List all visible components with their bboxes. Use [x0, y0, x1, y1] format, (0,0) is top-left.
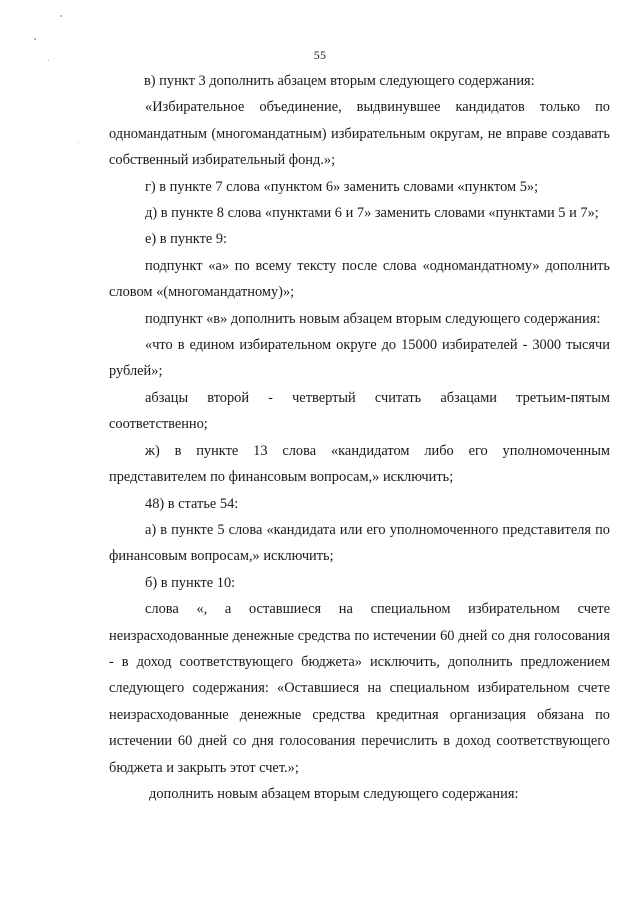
paragraph: г) в пункте 7 слова «пунктом 6» заменить словами «пунктом 5»;: [145, 178, 539, 195]
paragraph: а) в пункте 5 слова «кандидата или его уполномоченного представителя по финансовым вопросам,» исключить;: [109, 521, 610, 565]
page-number: 55: [313, 48, 327, 62]
paragraph: слова «, а оставшиеся на специальном избирательном счете неизрасходованные денежные средства по истечении 60 дней со дня голосования - в доход соответствующего бюджета» исключить, дополнить предложением следующего содержания: «Оставшиеся на специальном избирательном счете неизрасходованные денежные средства кредитная организация обязана по истечении 60 дней со дня голосования перечислить в доход соответствующего бюджета и закрыть этот счет.»;: [109, 601, 610, 776]
scan-speck: [34, 38, 36, 40]
paragraph: ж) в пункте 13 слова «кандидатом либо его уполномоченным представителем по финансовым вопросам,» исключить;: [109, 442, 610, 486]
paragraph: дополнить новым абзацем вторым следующего содержания:: [149, 785, 519, 802]
paragraph: е) в пункте 9:: [145, 231, 228, 248]
scan-speck: [78, 142, 79, 143]
paragraph: д) в пункте 8 слова «пунктами 6 и 7» заменить словами «пунктами 5 и 7»;: [145, 205, 599, 222]
paragraph: подпункт «в» дополнить новым абзацем вторым следующего содержания:: [145, 310, 601, 327]
paragraph: абзацы второй - четвертый считать абзацами третьим-пятым соответственно;: [109, 389, 610, 433]
paragraph: в) пункт 3 дополнить абзацем вторым следующего содержания:: [144, 73, 535, 89]
paragraph: подпункт «а» по всему тексту после слова «одномандатному» дополнить словом «(многомандатному)»;: [109, 257, 610, 301]
scan-speck: [60, 15, 62, 17]
paragraph: 48) в статье 54:: [145, 495, 239, 512]
paragraph: «Избирательное объединение, выдвинувшее кандидатов только по одномандатным (многомандатным) избирательным округам, не вправе создавать собственный избирательный фонд.»;: [109, 99, 610, 169]
document-body: [109, 68, 610, 807]
paragraph: б) в пункте 10:: [145, 574, 236, 591]
paragraph: «что в едином избирательном округе до 15000 избирателей - 3000 тысячи рублей»;: [109, 337, 610, 380]
